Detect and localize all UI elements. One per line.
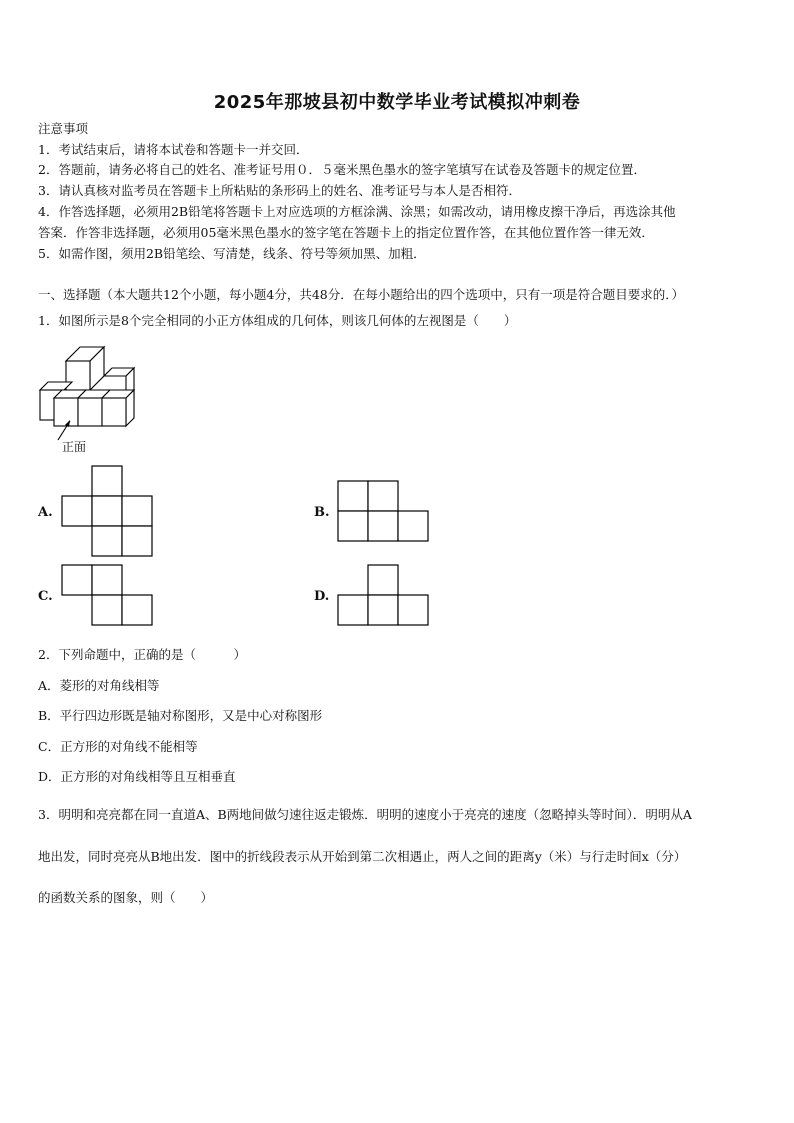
option-b-label[interactable]: B.	[314, 505, 330, 520]
option-c-label[interactable]: C.	[38, 589, 53, 604]
option-c-figure[interactable]	[60, 562, 156, 628]
q2-option-c[interactable]: C．正方形的对角线不能相等	[38, 739, 198, 754]
notice-heading: 注意事项	[38, 121, 89, 136]
q3-stem-line-3: 的函数关系的图象，则（ ）	[38, 890, 214, 905]
option-d-label[interactable]: D.	[314, 589, 330, 604]
option-a-figure[interactable]	[60, 465, 156, 557]
q2-option-b[interactable]: B．平行四边形既是轴对称图形，又是中心对称图形	[38, 708, 323, 723]
q1-stem: 1．如图所示是8个完全相同的小正方体组成的几何体，则该几何体的左视图是（ ）	[38, 313, 517, 328]
q2-option-a[interactable]: A．菱形的对角线相等	[38, 678, 160, 693]
q2-option-d[interactable]: D．正方形的对角线相等且互相垂直	[38, 769, 236, 784]
q3-stem-line-2: 地出发，同时亮亮从B地出发．图中的折线段表示从开始到第二次相遇止，两人之间的距离y（米）与行走时间x（分）	[38, 849, 687, 864]
notice-item-1: 1．考试结束后，请将本试卷和答题卡一并交回．	[38, 142, 309, 157]
notice-item-3: 3．请认真核对监考员在答题卡上所粘贴的条形码上的姓名、准考证号与本人是否相符．	[38, 183, 521, 198]
q2-stem: 2．下列命题中，正确的是（ ）	[38, 647, 246, 662]
notice-item-2: 2．答题前，请务必将自己的姓名、准考证号用０．５毫米黑色墨水的签字笔填写在试卷及答题卡的规定位置．	[38, 162, 646, 177]
section-heading: 一、选择题（本大题共12个小题，每小题4分，共48分．在每小题给出的四个选项中，只有一项是符合题目要求的．）	[38, 287, 685, 302]
option-d-figure[interactable]	[336, 562, 432, 628]
q1-solid-figure	[36, 336, 136, 456]
notice-item-4-cont: 答案．作答非选择题，必须用05毫米黑色墨水的签字笔在答题卡上的指定位置作答，在其他位置作答一律无效．	[38, 225, 654, 240]
q3-stem-line-1: 3．明明和亮亮都在同一直道A、B两地间做匀速往返走锻炼．明明的速度小于亮亮的速度（忽略掉头等时间）．明明从A	[38, 807, 692, 822]
exam-title: 2025年那坡县初中数学毕业考试模拟冲刺卷	[213, 92, 581, 113]
notice-item-5: 5．如需作图，须用2B铅笔绘、写清楚，线条、符号等须加黑、加粗．	[38, 246, 426, 261]
notice-item-4: 4．作答选择题，必须用2B铅笔将答题卡上对应选项的方框涂满、涂黑；如需改动，请用橡皮擦干净后，再选涂其他	[38, 204, 676, 219]
option-b-figure[interactable]	[336, 478, 432, 544]
option-a-label[interactable]: A.	[38, 505, 53, 520]
front-label: 正面	[62, 440, 87, 454]
